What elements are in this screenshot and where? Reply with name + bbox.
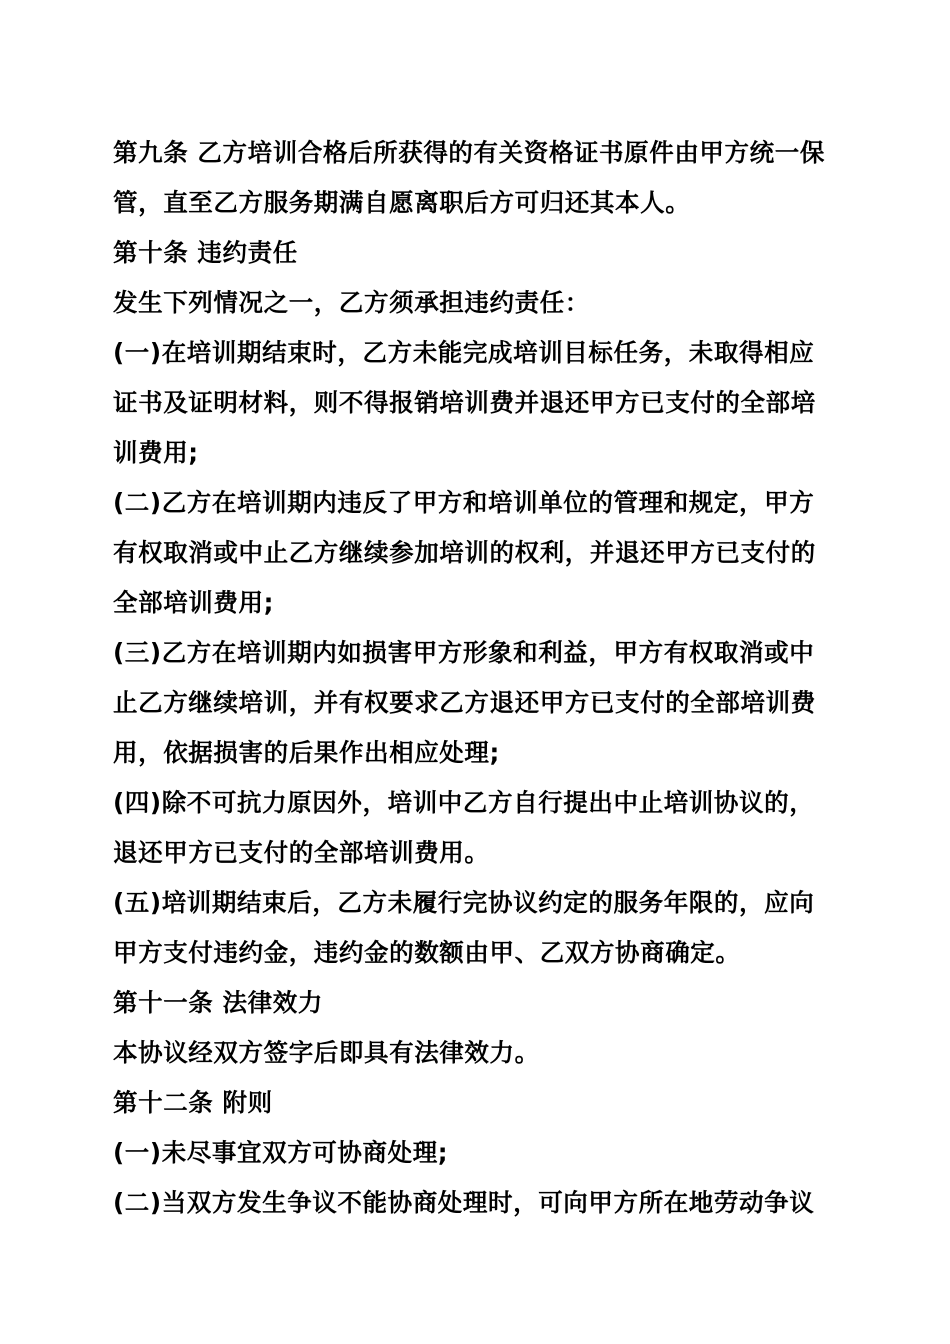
clause-2-line-2: 有权取消或中止乙方继续参加培训的权利，并退还甲方已支付的 [113, 538, 816, 567]
article-11-text: 本协议经双方签字后即具有法律效力。 [113, 1038, 540, 1067]
clause-1-line-3: 训费用; [113, 438, 199, 467]
clause-2-line-1: (二)乙方在培训期内违反了甲方和培训单位的管理和规定，甲方 [113, 488, 815, 517]
clause-4-line-2: 退还甲方已支付的全部培训费用。 [113, 838, 490, 867]
document-body [113, 128, 843, 1228]
clause-5-line-2: 甲方支付违约金，违约金的数额由甲、乙双方协商确定。 [113, 938, 741, 967]
clause-4-line-1: (四)除不可抗力原因外，培训中乙方自行提出中止培训协议的， [113, 788, 815, 817]
article-9-line-1: 第九条 乙方培训合格后所获得的有关资格证书原件由甲方统一保 [113, 138, 825, 167]
clause-2-line-3: 全部培训费用; [113, 588, 274, 617]
article-9-line-2: 管，直至乙方服务期满自愿离职后方可归还其本人。 [113, 188, 691, 217]
supplementary-clause-2-line-1: (二)当双方发生争议不能协商处理时，可向甲方所在地劳动争议 [113, 1188, 815, 1217]
supplementary-clause-1: (一)未尽事宜双方可协商处理; [113, 1138, 449, 1167]
clause-1-line-2: 证书及证明材料，则不得报销培训费并退还甲方已支付的全部培 [113, 388, 816, 417]
article-11-heading: 第十一条 法律效力 [113, 988, 323, 1017]
clause-5-line-1: (五)培训期结束后，乙方未履行完协议约定的服务年限的，应向 [113, 888, 815, 917]
clause-3-line-2: 止乙方继续培训，并有权要求乙方退还甲方已支付的全部培训费 [113, 688, 816, 717]
clause-3-line-3: 用，依据损害的后果作出相应处理; [113, 738, 500, 767]
article-12-heading: 第十二条 附则 [113, 1088, 273, 1117]
article-10-intro: 发生下列情况之一，乙方须承担违约责任： [113, 288, 590, 317]
clause-3-line-1: (三)乙方在培训期内如损害甲方形象和利益，甲方有权取消或中 [113, 638, 815, 667]
clause-1-line-1: (一)在培训期结束时，乙方未能完成培训目标任务，未取得相应 [113, 338, 815, 367]
article-10-heading: 第十条 违约责任 [113, 238, 298, 267]
